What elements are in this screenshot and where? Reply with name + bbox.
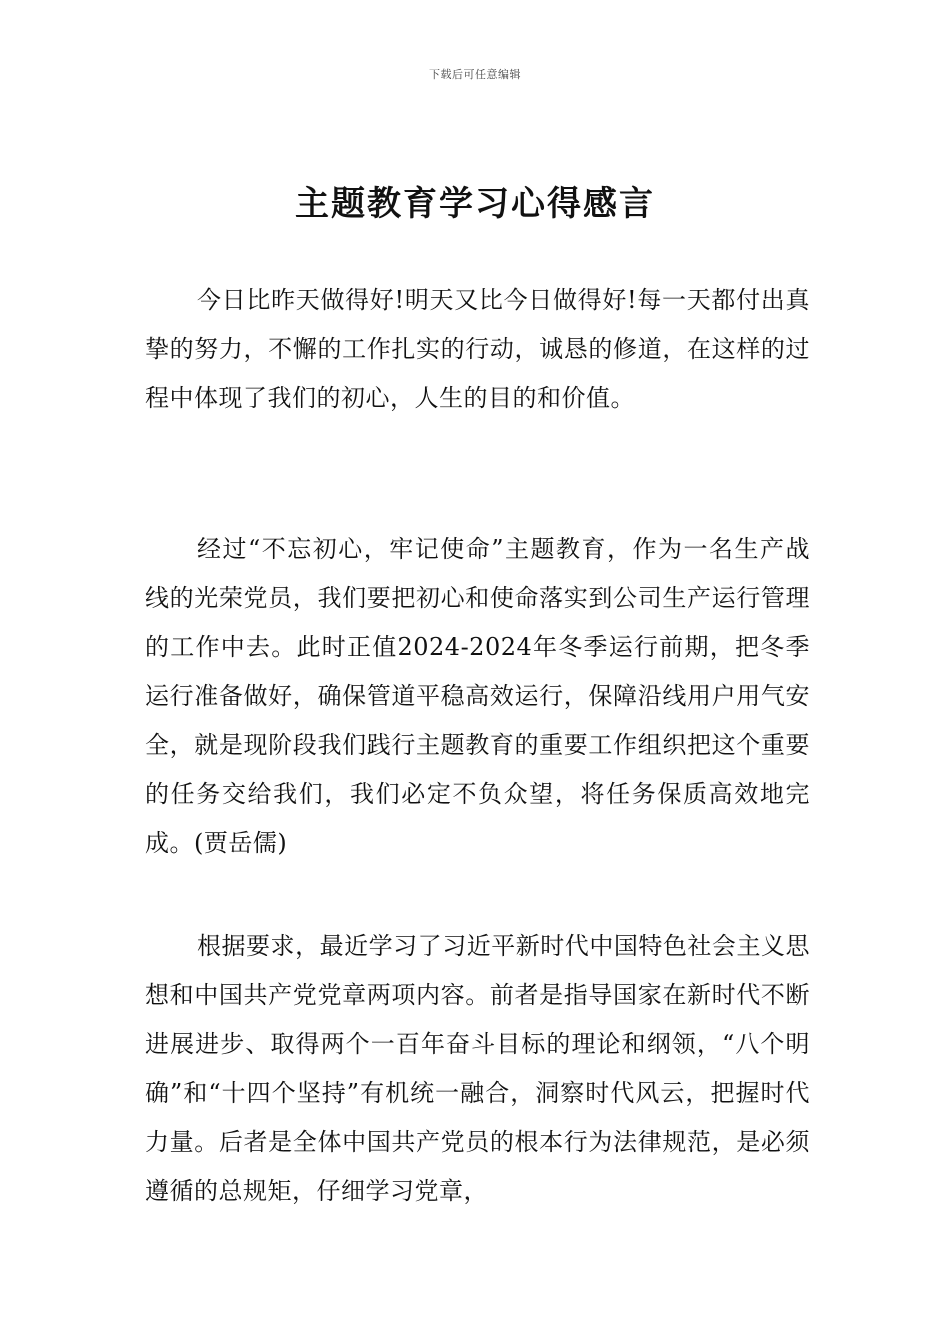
page-title: 主题教育学习心得感言 <box>295 184 655 224</box>
header-note: 下载后可任意编辑 <box>429 68 521 81</box>
paragraph-1: 今日比昨天做得好!明天又比今日做得好!每一天都付出真挚的努力，不懈的工作扎实的行动，诚恳的修道，在这样的过程中体现了我们的初心，人生的目的和价值。 <box>145 286 810 412</box>
paragraph-2: 经过“不忘初心，牢记使命”主题教育，作为一名生产战线的光荣党员，我们要把初心和使命落实到公司生产运行管理的工作中去。此时正值2024-2024年冬季运行前期，把冬季运行准备做好，确保管道平稳高效运行，保障沿线用户用气安全，就是现阶段我们践行主题教育的重要工作组织把这个重要的任务交给我们，我们必定不负众望，将任务保质高效地完成。(贾岳儒) <box>145 535 810 857</box>
paragraph-3: 根据要求，最近学习了习近平新时代中国特色社会主义思想和中国共产党党章两项内容。前者是指导国家在新时代不断进展进步、取得两个一百年奋斗目标的理论和纲领，“八个明确”和“十四个坚持”有机统一融合，洞察时代风云，把握时代力量。后者是全体中国共产党员的根本行为法律规范，是必须遵循的总规矩，仔细学习党章， <box>145 932 810 1205</box>
